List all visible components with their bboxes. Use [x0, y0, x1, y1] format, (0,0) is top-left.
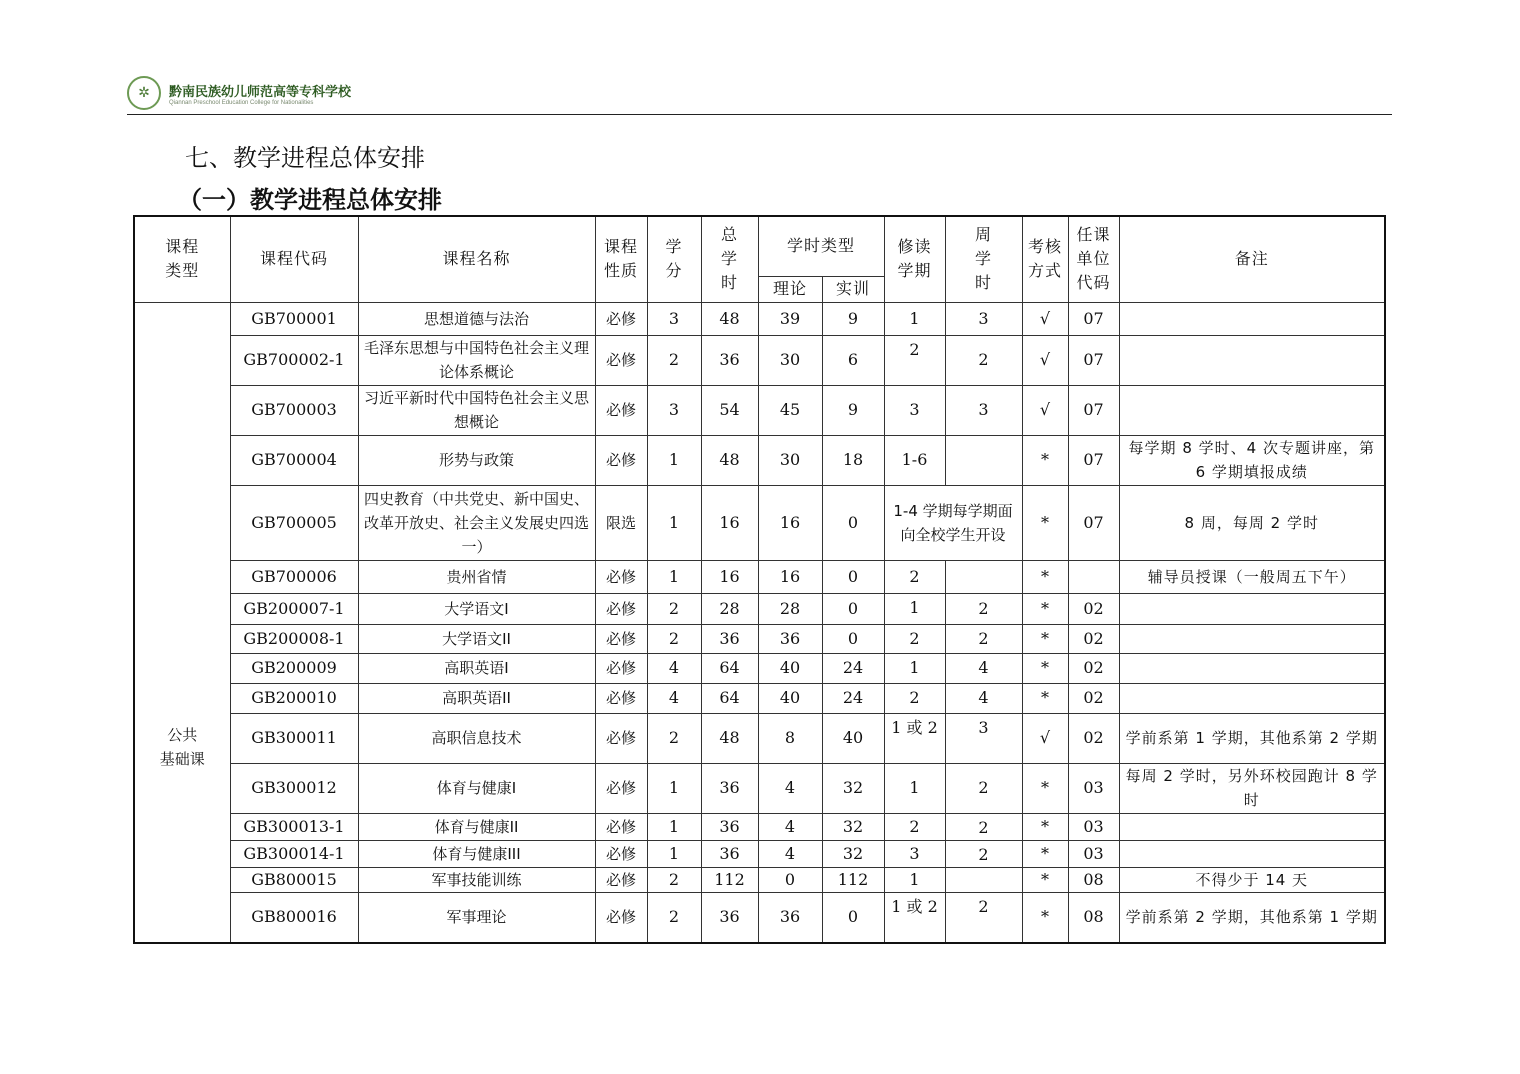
- remarks-cell: [1119, 653, 1385, 683]
- course-nature-cell: 必修: [595, 867, 647, 892]
- assessment-cell: *: [1022, 840, 1068, 867]
- remarks-cell: 每周 2 学时，另外环校园跑计 8 学时: [1119, 763, 1385, 813]
- total-hours-cell: 28: [701, 593, 758, 624]
- course-nature-cell: 必修: [595, 560, 647, 593]
- total-hours-cell: 36: [701, 840, 758, 867]
- header-hour-type: 学时类型: [758, 216, 884, 276]
- unit-code-cell: 03: [1068, 813, 1119, 840]
- course-nature-cell: 必修: [595, 713, 647, 763]
- table-row: [134, 653, 1385, 683]
- theory-hours-cell: 4: [758, 763, 822, 813]
- course-nature-cell: 必修: [595, 653, 647, 683]
- theory-hours-cell: 4: [758, 840, 822, 867]
- table-row: [134, 385, 1385, 435]
- course-code-cell: GB700005: [230, 485, 358, 560]
- course-code-cell: GB300012: [230, 763, 358, 813]
- unit-code-cell: 02: [1068, 713, 1119, 763]
- practice-hours-cell: 0: [822, 485, 884, 560]
- header-unit-code: 任课 单位 代码: [1068, 216, 1119, 302]
- table-body: [134, 302, 1385, 943]
- credit-cell: 1: [647, 435, 701, 485]
- course-nature-cell: 必修: [595, 335, 647, 385]
- unit-code-cell: 03: [1068, 763, 1119, 813]
- theory-hours-cell: 30: [758, 435, 822, 485]
- assessment-cell: *: [1022, 892, 1068, 943]
- section-title: 七、教学进程总体安排: [185, 144, 425, 172]
- table-row: [134, 867, 1385, 892]
- assessment-cell: *: [1022, 683, 1068, 713]
- course-nature-cell: 必修: [595, 683, 647, 713]
- school-seal-icon: ✲: [127, 76, 161, 110]
- semester-cell: 1: [884, 653, 945, 683]
- practice-hours-cell: 0: [822, 593, 884, 624]
- total-hours-cell: 48: [701, 302, 758, 335]
- course-code-cell: GB300013-1: [230, 813, 358, 840]
- practice-hours-cell: 24: [822, 683, 884, 713]
- total-hours-cell: 16: [701, 560, 758, 593]
- assessment-cell: *: [1022, 763, 1068, 813]
- assessment-cell: √: [1022, 385, 1068, 435]
- credit-cell: 2: [647, 713, 701, 763]
- semester-cell: 1 或 2: [884, 713, 945, 763]
- weekly-hours-cell: [945, 435, 1022, 485]
- assessment-cell: √: [1022, 335, 1068, 385]
- semester-cell: 2: [884, 335, 945, 385]
- assessment-cell: *: [1022, 435, 1068, 485]
- unit-code-cell: 03: [1068, 840, 1119, 867]
- course-name-cell: 毛泽东思想与中国特色社会主义理论体系概论: [358, 335, 595, 385]
- assessment-cell: *: [1022, 624, 1068, 653]
- remarks-cell: [1119, 624, 1385, 653]
- total-hours-cell: 16: [701, 485, 758, 560]
- semester-cell: 1: [884, 302, 945, 335]
- semester-cell: 1-6: [884, 435, 945, 485]
- course-name-cell: 体育与健康II: [358, 813, 595, 840]
- weekly-hours-cell: 4: [945, 683, 1022, 713]
- theory-hours-cell: 36: [758, 892, 822, 943]
- weekly-hours-cell: 3: [945, 385, 1022, 435]
- credit-cell: 4: [647, 653, 701, 683]
- course-code-cell: GB200010: [230, 683, 358, 713]
- total-hours-cell: 64: [701, 653, 758, 683]
- course-code-cell: GB300014-1: [230, 840, 358, 867]
- header-course-type: 课程 类型: [134, 216, 230, 302]
- total-hours-cell: 112: [701, 867, 758, 892]
- course-code-cell: GB200007-1: [230, 593, 358, 624]
- unit-code-cell: 07: [1068, 335, 1119, 385]
- school-logo: [127, 76, 351, 110]
- practice-hours-cell: 32: [822, 813, 884, 840]
- total-hours-cell: 48: [701, 435, 758, 485]
- semester-cell: 1: [884, 593, 945, 624]
- weekly-hours-cell: [945, 560, 1022, 593]
- table-row: [134, 683, 1385, 713]
- assessment-cell: *: [1022, 653, 1068, 683]
- table-row: [134, 302, 1385, 335]
- remarks-cell: [1119, 813, 1385, 840]
- remarks-cell: 辅导员授课（一般周五下午）: [1119, 560, 1385, 593]
- weekly-hours-cell: 2: [945, 335, 1022, 385]
- course-code-cell: GB700004: [230, 435, 358, 485]
- header-course-nature: 课程 性质: [595, 216, 647, 302]
- unit-code-cell: 07: [1068, 385, 1119, 435]
- remarks-cell: 不得少于 14 天: [1119, 867, 1385, 892]
- theory-hours-cell: 40: [758, 683, 822, 713]
- practice-hours-cell: 24: [822, 653, 884, 683]
- remarks-cell: [1119, 683, 1385, 713]
- course-code-cell: GB700003: [230, 385, 358, 435]
- course-name-cell: 军事理论: [358, 892, 595, 943]
- unit-code-cell: 08: [1068, 892, 1119, 943]
- assessment-cell: √: [1022, 302, 1068, 335]
- header-course-code: 课程代码: [230, 216, 358, 302]
- practice-hours-cell: 18: [822, 435, 884, 485]
- credit-cell: 2: [647, 624, 701, 653]
- semester-cell: 1 或 2: [884, 892, 945, 943]
- credit-cell: 1: [647, 813, 701, 840]
- table-row: [134, 892, 1385, 943]
- course-code-cell: GB300011: [230, 713, 358, 763]
- course-nature-cell: 必修: [595, 302, 647, 335]
- semester-cell: 2: [884, 624, 945, 653]
- assessment-cell: *: [1022, 813, 1068, 840]
- semester-cell: 3: [884, 840, 945, 867]
- logo-chinese-name: 黔南民族幼儿师范高等专科学校: [169, 84, 352, 100]
- subsection-title: （一）教学进程总体安排: [178, 186, 442, 214]
- semester-cell: 3: [884, 385, 945, 435]
- theory-hours-cell: 16: [758, 560, 822, 593]
- course-code-cell: GB700002-1: [230, 335, 358, 385]
- unit-code-cell: 07: [1068, 302, 1119, 335]
- unit-code-cell: 07: [1068, 435, 1119, 485]
- course-name-cell: 体育与健康I: [358, 763, 595, 813]
- header-course-name: 课程名称: [358, 216, 595, 302]
- course-code-cell: GB200008-1: [230, 624, 358, 653]
- course-name-cell: 高职信息技术: [358, 713, 595, 763]
- total-hours-cell: 64: [701, 683, 758, 713]
- practice-hours-cell: 32: [822, 763, 884, 813]
- weekly-hours-cell: 2: [945, 813, 1022, 840]
- unit-code-cell: [1068, 560, 1119, 593]
- semester-cell: 1-4 学期每学期面向全校学生开设: [884, 485, 1022, 560]
- course-name-cell: 四史教育（中共党史、新中国史、改革开放史、社会主义发展史四选一）: [358, 485, 595, 560]
- credit-cell: 2: [647, 892, 701, 943]
- practice-hours-cell: 9: [822, 385, 884, 435]
- logo-english-name: Qiannan Preschool Education College for Nationalities: [169, 99, 314, 106]
- theory-hours-cell: 28: [758, 593, 822, 624]
- practice-hours-cell: 0: [822, 892, 884, 943]
- course-name-cell: 体育与健康III: [358, 840, 595, 867]
- table-row: [134, 763, 1385, 813]
- unit-code-cell: 02: [1068, 593, 1119, 624]
- course-code-cell: GB700001: [230, 302, 358, 335]
- semester-cell: 2: [884, 813, 945, 840]
- weekly-hours-cell: 2: [945, 593, 1022, 624]
- semester-cell: 1: [884, 867, 945, 892]
- course-type-cell: 公共 基础课: [134, 302, 230, 943]
- course-name-cell: 高职英语II: [358, 683, 595, 713]
- semester-cell: 2: [884, 683, 945, 713]
- course-nature-cell: 必修: [595, 892, 647, 943]
- theory-hours-cell: 4: [758, 813, 822, 840]
- course-name-cell: 形势与政策: [358, 435, 595, 485]
- weekly-hours-cell: 2: [945, 763, 1022, 813]
- weekly-hours-cell: 3: [945, 302, 1022, 335]
- theory-hours-cell: 8: [758, 713, 822, 763]
- assessment-cell: *: [1022, 485, 1068, 560]
- credit-cell: 2: [647, 867, 701, 892]
- credit-cell: 3: [647, 385, 701, 435]
- total-hours-cell: 48: [701, 713, 758, 763]
- course-nature-cell: 必修: [595, 385, 647, 435]
- header-credit: 学 分: [647, 216, 701, 302]
- header-remarks: 备注: [1119, 216, 1385, 302]
- credit-cell: 1: [647, 485, 701, 560]
- credit-cell: 1: [647, 763, 701, 813]
- course-schedule-table: [133, 215, 1386, 944]
- remarks-cell: 8 周，每周 2 学时: [1119, 485, 1385, 560]
- credit-cell: 2: [647, 335, 701, 385]
- credit-cell: 1: [647, 560, 701, 593]
- remarks-cell: [1119, 335, 1385, 385]
- course-name-cell: 思想道德与法治: [358, 302, 595, 335]
- table-row: [134, 813, 1385, 840]
- course-nature-cell: 必修: [595, 763, 647, 813]
- course-nature-cell: 必修: [595, 435, 647, 485]
- course-code-cell: GB700006: [230, 560, 358, 593]
- unit-code-cell: 08: [1068, 867, 1119, 892]
- header-rule: [127, 114, 1392, 115]
- practice-hours-cell: 40: [822, 713, 884, 763]
- weekly-hours-cell: 2: [945, 892, 1022, 943]
- remarks-cell: 学前系第 2 学期，其他系第 1 学期: [1119, 892, 1385, 943]
- table-row: [134, 713, 1385, 763]
- table-row: [134, 840, 1385, 867]
- remarks-cell: [1119, 302, 1385, 335]
- course-nature-cell: 限选: [595, 485, 647, 560]
- practice-hours-cell: 112: [822, 867, 884, 892]
- practice-hours-cell: 9: [822, 302, 884, 335]
- table-row: [134, 435, 1385, 485]
- assessment-cell: *: [1022, 593, 1068, 624]
- unit-code-cell: 02: [1068, 624, 1119, 653]
- course-nature-cell: 必修: [595, 593, 647, 624]
- unit-code-cell: 02: [1068, 653, 1119, 683]
- semester-cell: 2: [884, 560, 945, 593]
- course-nature-cell: 必修: [595, 624, 647, 653]
- header-semester: 修读 学期: [884, 216, 945, 302]
- unit-code-cell: 07: [1068, 485, 1119, 560]
- practice-hours-cell: 32: [822, 840, 884, 867]
- practice-hours-cell: 0: [822, 560, 884, 593]
- course-name-cell: 贵州省情: [358, 560, 595, 593]
- table-row: [134, 335, 1385, 385]
- header-total-hours: 总 学 时: [701, 216, 758, 302]
- total-hours-cell: 36: [701, 813, 758, 840]
- total-hours-cell: 36: [701, 335, 758, 385]
- theory-hours-cell: 45: [758, 385, 822, 435]
- total-hours-cell: 36: [701, 624, 758, 653]
- theory-hours-cell: 30: [758, 335, 822, 385]
- course-name-cell: 习近平新时代中国特色社会主义思想概论: [358, 385, 595, 435]
- course-code-cell: GB800015: [230, 867, 358, 892]
- assessment-cell: *: [1022, 867, 1068, 892]
- remarks-cell: [1119, 840, 1385, 867]
- practice-hours-cell: 6: [822, 335, 884, 385]
- credit-cell: 2: [647, 593, 701, 624]
- theory-hours-cell: 39: [758, 302, 822, 335]
- header-theory: 理论: [758, 276, 822, 302]
- remarks-cell: 学前系第 1 学期，其他系第 2 学期: [1119, 713, 1385, 763]
- course-code-cell: GB200009: [230, 653, 358, 683]
- header-practice: 实训: [822, 276, 884, 302]
- remarks-cell: [1119, 593, 1385, 624]
- course-nature-cell: 必修: [595, 813, 647, 840]
- table-row: [134, 560, 1385, 593]
- course-name-cell: 大学语文II: [358, 624, 595, 653]
- assessment-cell: √: [1022, 713, 1068, 763]
- weekly-hours-cell: [945, 867, 1022, 892]
- weekly-hours-cell: 2: [945, 840, 1022, 867]
- theory-hours-cell: 40: [758, 653, 822, 683]
- weekly-hours-cell: 2: [945, 624, 1022, 653]
- remarks-cell: 每学期 8 学时、4 次专题讲座，第 6 学期填报成绩: [1119, 435, 1385, 485]
- credit-cell: 4: [647, 683, 701, 713]
- course-code-cell: GB800016: [230, 892, 358, 943]
- credit-cell: 3: [647, 302, 701, 335]
- semester-cell: 1: [884, 763, 945, 813]
- remarks-cell: [1119, 385, 1385, 435]
- table-row: [134, 624, 1385, 653]
- unit-code-cell: 02: [1068, 683, 1119, 713]
- theory-hours-cell: 0: [758, 867, 822, 892]
- table-row: [134, 593, 1385, 624]
- weekly-hours-cell: 4: [945, 653, 1022, 683]
- assessment-cell: *: [1022, 560, 1068, 593]
- credit-cell: 1: [647, 840, 701, 867]
- header-weekly-hours: 周 学 时: [945, 216, 1022, 302]
- total-hours-cell: 36: [701, 892, 758, 943]
- total-hours-cell: 54: [701, 385, 758, 435]
- theory-hours-cell: 36: [758, 624, 822, 653]
- theory-hours-cell: 16: [758, 485, 822, 560]
- table-row: [134, 485, 1385, 560]
- weekly-hours-cell: 3: [945, 713, 1022, 763]
- total-hours-cell: 36: [701, 763, 758, 813]
- practice-hours-cell: 0: [822, 624, 884, 653]
- header-assessment: 考核 方式: [1022, 216, 1068, 302]
- course-name-cell: 高职英语I: [358, 653, 595, 683]
- course-nature-cell: 必修: [595, 840, 647, 867]
- course-name-cell: 大学语文I: [358, 593, 595, 624]
- course-name-cell: 军事技能训练: [358, 867, 595, 892]
